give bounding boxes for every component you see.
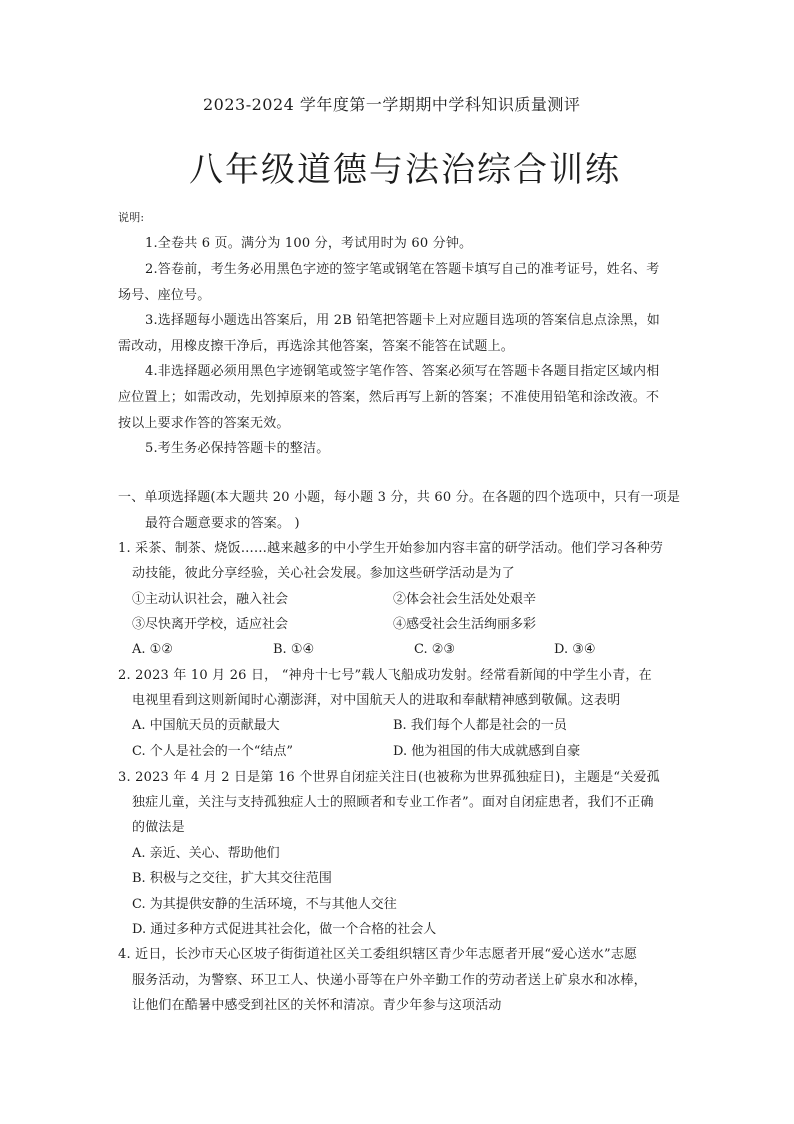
question-4-stem-cont: 让他们在酷暑中感受到社区的关怀和清凉。青少年参与这项活动 [132, 998, 502, 1013]
q1-option-a: A. ①② [132, 642, 173, 657]
instruction-item: 按以上要求作答的答案无效。 [118, 416, 290, 431]
instruction-item: 3.选择题每小题选出答案后，用 2B 铅笔把答题卡上对应题目选项的答案信息点涂黑，如 [145, 313, 660, 328]
q3-option-d: D. 通过多种方式促进其社会化，做一个合格的社会人 [132, 922, 437, 937]
instructions-label: 说明: [118, 211, 145, 224]
section-heading: 一、单项选择题(本大题共 20 小题，每小题 3 分，共 60 分。在各题的四个选项中，只有一项是 [118, 490, 681, 505]
instruction-item: 1.全卷共 6 页。满分为 100 分，考试用时为 60 分钟。 [145, 236, 473, 251]
q1-statement-3: ③尽快离开学校，适应社会 [132, 617, 289, 632]
q2-option-b: B. 我们每个人都是社会的一员 [393, 718, 567, 733]
question-2-stem: 2. 2023 年 10 月 26 日， “神舟十七号”载人飞船成功发射。经常看新闻的中学生小青，在 [118, 668, 652, 683]
instruction-item: 场号、座位号。 [118, 288, 211, 303]
page-title: 八年级道德与法治综合训练 [189, 150, 621, 190]
instruction-item: 5.考生务必保持答题卡的整洁。 [145, 441, 330, 456]
q3-option-b: B. 积极与之交往，扩大其交往范围 [132, 871, 332, 886]
question-3-stem: 3. 2023 年 4 月 2 日是第 16 个世界自闭症关注日(也被称为世界孤独症日)，主题是“关爱孤 [118, 770, 660, 785]
question-1-stem-cont: 动技能，彼此分享经验，关心社会发展。参加这些研学活动是为了 [132, 566, 515, 581]
instruction-item: 2.答卷前，考生务必用黑色字迹的签字笔或钢笔在答题卡填写自己的准考证号，姓名、考 [145, 262, 660, 277]
instruction-item: 4.非选择题必须用黑色字迹钢笔或签字笔作答、答案必须写在答题卡各题目指定区域内相 [145, 364, 660, 379]
q2-option-c: C. 个人是社会的一个“结点” [132, 744, 294, 759]
q1-option-b: B. ①④ [273, 642, 315, 657]
instruction-item: 应位置上；如需改动，先划掉原来的答案，然后再写上新的答案；不准使用铅笔和涂改液。不 [118, 390, 660, 405]
question-4-stem-cont: 服务活动，为警察、环卫工人、快递小哥等在户外辛勤工作的劳动者送上矿泉水和冰棒， [132, 973, 647, 988]
question-1-stem: 1. 采茶、制茶、烧饭……越来越多的中小学生开始参加内容丰富的研学活动。他们学习各种劳 [118, 541, 664, 556]
question-2-stem-cont: 电视里看到这则新闻时心潮澎湃，对中国航天人的进取和奉献精神感到敬佩。这表明 [132, 693, 621, 708]
q2-option-d: D. 他为祖国的伟大成就感到自豪 [393, 744, 581, 759]
q1-statement-2: ②体会社会生活处处艰辛 [393, 592, 537, 607]
q2-option-a: A. 中国航天员的贡献最大 [132, 718, 280, 733]
q1-option-c: C. ②③ [414, 642, 456, 657]
exam-subtitle: 2023-2024 学年度第一学期期中学科知识质量测评 [203, 95, 581, 114]
q1-statement-1: ①主动认识社会，融入社会 [132, 592, 289, 607]
question-4-stem: 4. 近日，长沙市天心区坡子街街道社区关工委组织辖区青少年志愿者开展“爱心送水”志愿 [118, 947, 638, 962]
section-heading-cont: 最符合题意要求的答案。 ) [145, 516, 300, 531]
question-3-stem-cont: 独症儿童，关注与支持孤独症人士的照顾者和专业工作者”。面对自闭症患者，我们不正确 [132, 795, 654, 810]
question-3-stem-cont: 的做法是 [132, 820, 185, 835]
instruction-item: 需改动，用橡皮擦干净后，再选涂其他答案，答案不能答在试题上。 [118, 339, 515, 354]
q1-statement-4: ④感受社会生活绚丽多彩 [393, 617, 537, 632]
q3-option-a: A. 亲近、关心、帮助他们 [132, 846, 280, 861]
q1-option-d: D. ③④ [554, 642, 596, 657]
q3-option-c: C. 为其提供安静的生活环境，不与其他人交往 [132, 897, 397, 912]
